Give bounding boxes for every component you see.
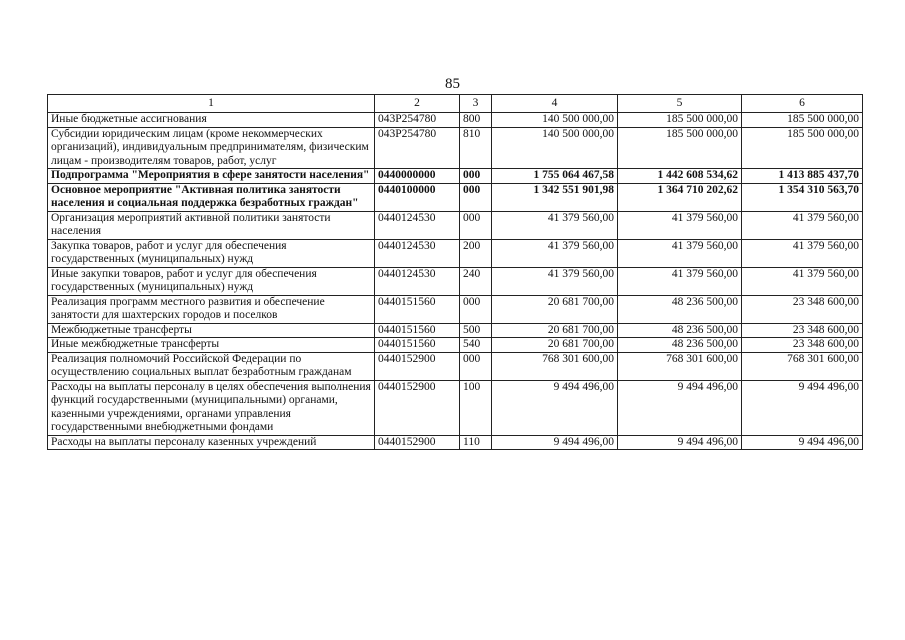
table-row (48, 295, 863, 323)
table-row (48, 380, 863, 435)
page-number: 85 (445, 76, 460, 92)
column-header-4: 4 (492, 95, 618, 113)
table-row (48, 239, 863, 267)
row-amount-6: 9 494 496,00 (742, 435, 863, 450)
row-code: 0440151560 (375, 338, 460, 353)
row-name: Субсидии юридическим лицам (кроме некоммерческих организаций), индивидуальным предпринимателям, физическим лицам - производителям товаров, работ, услуг (48, 127, 375, 169)
row-name: Основное мероприятие "Активная политика занятости населения и социальная поддержка безработных граждан" (48, 183, 375, 211)
row-amount-4: 41 379 560,00 (492, 211, 618, 239)
row-amount-6: 23 348 600,00 (742, 295, 863, 323)
row-code: 0440152900 (375, 352, 460, 380)
table-header-row (48, 95, 863, 113)
row-amount-6: 768 301 600,00 (742, 352, 863, 380)
row-name: Расходы на выплаты персоналу в целях обеспечения выполнения функций государственными (муниципальными) органами, казенными учреждениями, органами управления государственными внебюджетными фондами (48, 380, 375, 435)
column-header-5: 5 (618, 95, 742, 113)
row-amount-6: 41 379 560,00 (742, 239, 863, 267)
row-code: 043P254780 (375, 113, 460, 128)
row-amount-6: 23 348 600,00 (742, 338, 863, 353)
table-row (48, 338, 863, 353)
table-row (48, 127, 863, 169)
row-amount-6: 185 500 000,00 (742, 127, 863, 169)
row-name: Закупка товаров, работ и услуг для обеспечения государственных (муниципальных) нужд (48, 239, 375, 267)
row-type: 200 (460, 239, 492, 267)
row-name: Расходы на выплаты персоналу казенных учреждений (48, 435, 375, 450)
row-amount-5: 41 379 560,00 (618, 267, 742, 295)
row-code: 0440151560 (375, 323, 460, 338)
row-amount-4: 41 379 560,00 (492, 239, 618, 267)
row-code: 0440152900 (375, 435, 460, 450)
row-amount-5: 48 236 500,00 (618, 323, 742, 338)
row-type: 000 (460, 211, 492, 239)
row-type: 810 (460, 127, 492, 169)
row-code: 0440152900 (375, 380, 460, 435)
row-amount-4: 20 681 700,00 (492, 338, 618, 353)
row-code: 0440100000 (375, 183, 460, 211)
row-amount-4: 1 755 064 467,58 (492, 169, 618, 184)
row-type: 000 (460, 295, 492, 323)
row-amount-6: 9 494 496,00 (742, 380, 863, 435)
table-row (48, 267, 863, 295)
row-amount-4: 9 494 496,00 (492, 380, 618, 435)
row-amount-5: 185 500 000,00 (618, 127, 742, 169)
row-amount-6: 185 500 000,00 (742, 113, 863, 128)
table-row (48, 435, 863, 450)
table-row (48, 183, 863, 211)
row-type: 110 (460, 435, 492, 450)
row-amount-5: 48 236 500,00 (618, 295, 742, 323)
row-type: 540 (460, 338, 492, 353)
row-type: 100 (460, 380, 492, 435)
column-header-3: 3 (460, 95, 492, 113)
row-amount-5: 1 442 608 534,62 (618, 169, 742, 184)
row-amount-4: 140 500 000,00 (492, 113, 618, 128)
row-amount-6: 41 379 560,00 (742, 267, 863, 295)
row-amount-6: 1 413 885 437,70 (742, 169, 863, 184)
table-row (48, 323, 863, 338)
row-type: 800 (460, 113, 492, 128)
row-amount-6: 23 348 600,00 (742, 323, 863, 338)
table-row (48, 113, 863, 128)
row-amount-5: 9 494 496,00 (618, 435, 742, 450)
row-amount-5: 185 500 000,00 (618, 113, 742, 128)
budget-table (47, 94, 863, 450)
row-amount-5: 48 236 500,00 (618, 338, 742, 353)
row-name: Подпрограмма "Мероприятия в сфере занятости населения" (48, 169, 375, 184)
row-type: 000 (460, 352, 492, 380)
row-amount-5: 768 301 600,00 (618, 352, 742, 380)
row-type: 000 (460, 183, 492, 211)
row-code: 0440000000 (375, 169, 460, 184)
row-code: 0440151560 (375, 295, 460, 323)
row-amount-5: 1 364 710 202,62 (618, 183, 742, 211)
table-row (48, 211, 863, 239)
row-amount-5: 41 379 560,00 (618, 239, 742, 267)
row-code: 043P254780 (375, 127, 460, 169)
column-header-2: 2 (375, 95, 460, 113)
table-row (48, 169, 863, 184)
row-amount-5: 41 379 560,00 (618, 211, 742, 239)
row-name: Реализация программ местного развития и обеспечение занятости для шахтерских городов и поселков (48, 295, 375, 323)
row-amount-4: 41 379 560,00 (492, 267, 618, 295)
row-amount-4: 1 342 551 901,98 (492, 183, 618, 211)
row-name: Иные закупки товаров, работ и услуг для обеспечения государственных (муниципальных) нужд (48, 267, 375, 295)
row-code: 0440124530 (375, 239, 460, 267)
row-type: 500 (460, 323, 492, 338)
row-amount-4: 768 301 600,00 (492, 352, 618, 380)
row-code: 0440124530 (375, 267, 460, 295)
row-type: 240 (460, 267, 492, 295)
row-amount-6: 41 379 560,00 (742, 211, 863, 239)
row-name: Организация мероприятий активной политики занятости населения (48, 211, 375, 239)
row-name: Межбюджетные трансферты (48, 323, 375, 338)
row-code: 0440124530 (375, 211, 460, 239)
row-amount-4: 20 681 700,00 (492, 323, 618, 338)
row-amount-4: 9 494 496,00 (492, 435, 618, 450)
column-header-6: 6 (742, 95, 863, 113)
row-type: 000 (460, 169, 492, 184)
row-name: Иные межбюджетные трансферты (48, 338, 375, 353)
column-header-1: 1 (48, 95, 375, 113)
row-name: Реализация полномочий Российской Федерации по осуществлению социальных выплат безработным гражданам (48, 352, 375, 380)
row-amount-6: 1 354 310 563,70 (742, 183, 863, 211)
row-amount-4: 140 500 000,00 (492, 127, 618, 169)
row-amount-4: 20 681 700,00 (492, 295, 618, 323)
row-amount-5: 9 494 496,00 (618, 380, 742, 435)
row-name: Иные бюджетные ассигнования (48, 113, 375, 128)
table-row (48, 352, 863, 380)
